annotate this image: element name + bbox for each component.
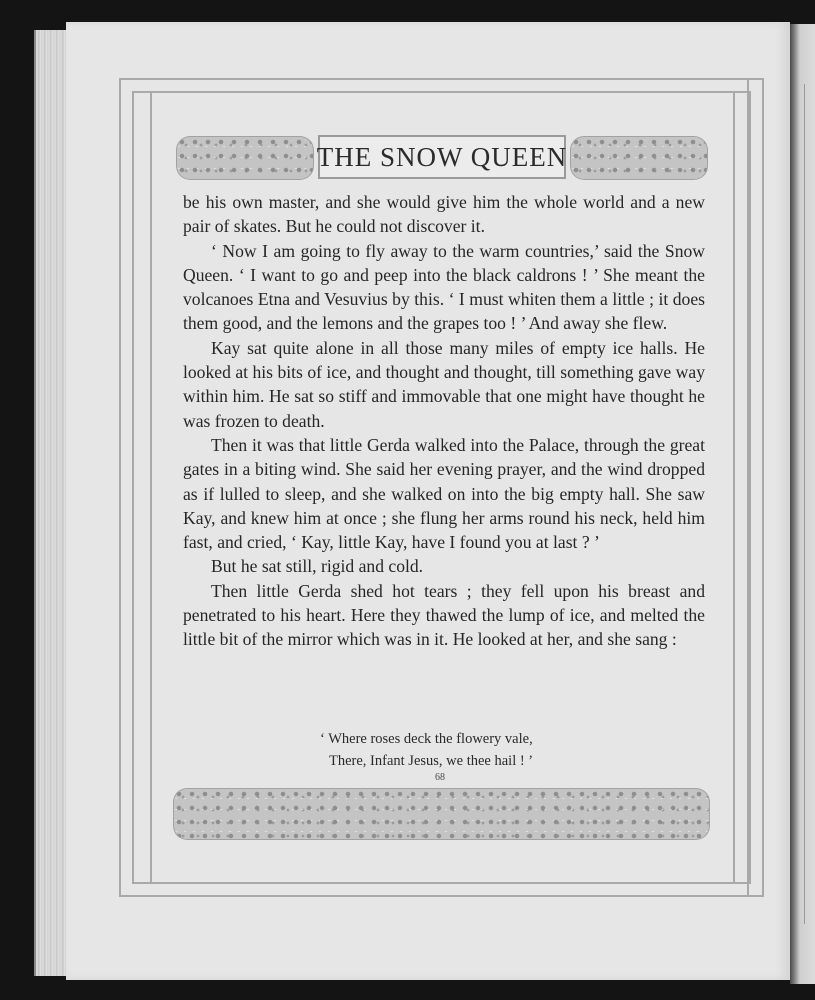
running-header: [318, 135, 566, 179]
paragraph: ‘ Now I am going to fly away to the warm countries,’ said the Snow Queen. ‘ I want to go and peep into the black caldrons ! ’ She meant the volcanoes Etna and Vesuvius by this. ‘ I must whiten them a little ; it does them good, and the lemons and the grapes too ! ’ And away she flew.: [183, 240, 705, 334]
frame-rule-right-outer: [747, 78, 749, 897]
paragraph: be his own master, and she would give him the whole world and a new pair of skates. But he could not discover it.: [183, 192, 705, 237]
facing-page-edge: [790, 24, 815, 984]
frame-rule-right: [733, 91, 735, 884]
paragraph: But he sat still, rigid and cold.: [211, 556, 424, 577]
paragraph: Kay sat quite alone in all those many miles of empty ice halls. He looked at his bits of ice, and thought and thought, till something gave way within him. He sat so stiff and immovable that one might have thought he was frozen to death.: [183, 337, 705, 431]
header-ornament-left: [176, 136, 314, 180]
verse-quote: [320, 728, 620, 772]
verse-line: There, Infant Jesus, we thee hail ! ’: [329, 753, 534, 769]
body-text: [183, 190, 705, 652]
paragraph: Then it was that little Gerda walked into the Palace, through the great gates in a biting wind. She said her evening prayer, and the wind dropped as if lulled to sleep, and she walked on into the big empty hall. She saw Kay, and knew him at once ; she flung her arms round his neck, held him fast, and cried, ‘ Kay, little Kay, have I found you at last ? ’: [183, 434, 705, 553]
footer-ornament: [173, 788, 710, 840]
paragraph: Then little Gerda shed hot tears ; they fell upon his breast and penetrated to his heart. Here they thawed the lump of ice, and melted the little bit of the mirror which was in it. He looked at her, and she sang :: [183, 580, 705, 650]
page-title: THE SNOW QUEEN: [316, 141, 568, 172]
header-ornament-right: [570, 136, 708, 180]
verse-line: ‘ Where roses deck the flowery vale,: [320, 731, 533, 747]
page-number: 68: [435, 772, 445, 783]
frame-rule-left: [150, 91, 152, 884]
